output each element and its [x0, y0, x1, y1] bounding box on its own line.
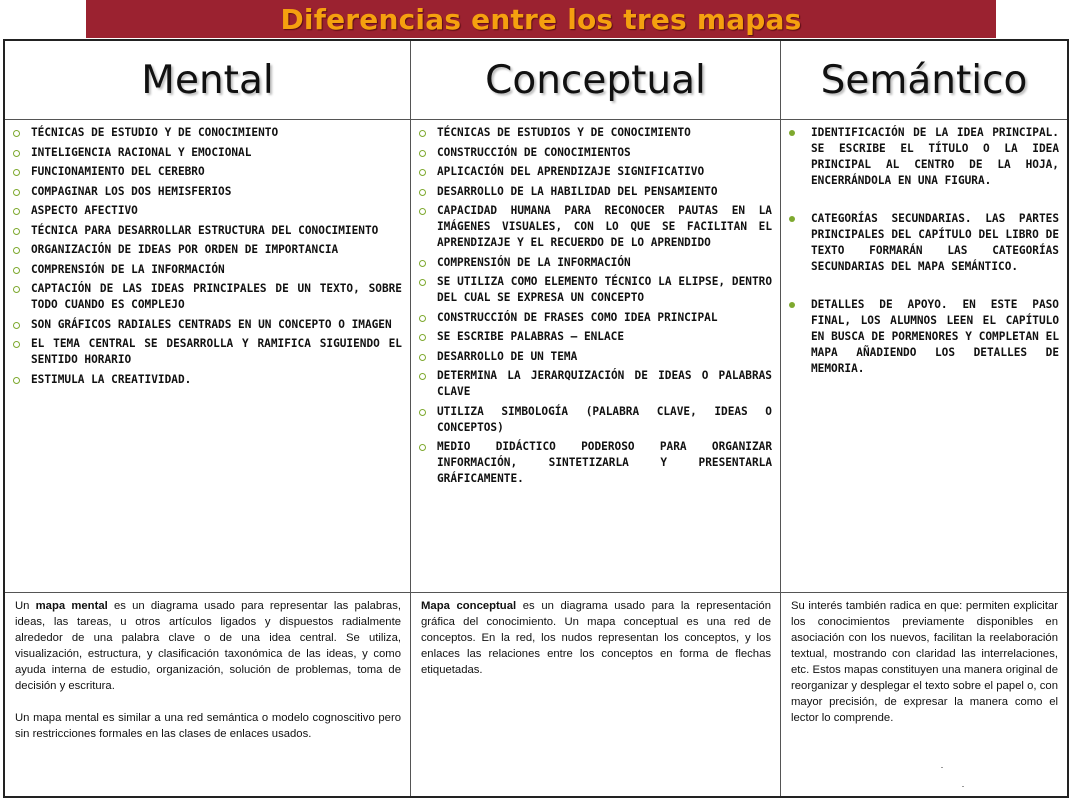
semantico-description-cell — [781, 593, 1067, 796]
ring-bullet-icon — [13, 169, 20, 176]
list-item: APLICACIÓN DEL APRENDIZAJE SIGNIFICATIVO — [419, 164, 772, 180]
ring-bullet-icon — [13, 130, 20, 137]
ring-bullet-icon — [13, 189, 20, 196]
ring-bullet-icon — [13, 228, 20, 235]
list-item: CONSTRUCCIÓN DE CONOCIMIENTOS — [419, 145, 772, 161]
list-item: CAPACIDAD HUMANA PARA RECONOCER PAUTAS EN LA IMÁGENES VISUALES, CON LO QUE SE FACILITAN EL APRENDIZAJE Y EL RECUERDO DE LO APRENDIDO — [419, 203, 772, 251]
conceptual-description-p1: Mapa conceptual es un diagrama usado para la representación gráfica del conocimiento. Un mapa conceptual es una red de conceptos. En la red, los nudos representan los conceptos, y los enlaces las relaciones entre los conceptos en forma de flechas etiquetadas. — [421, 600, 771, 676]
mental-description-p1: Un mapa mental es un diagrama usado para representar las palabras, ideas, las tareas, u otros artículos ligados y dispuestos radialmente alrededor de una palabra clave o de una idea central. Se utiliza, visualización, estructura, y clasificación taxonómica de las ideas, y como ayuda interna de estudio, organización, solución de problemas, toma de decisión y escritura. — [15, 600, 401, 692]
list-item: ASPECTO AFECTIVO — [13, 203, 402, 219]
list-item: TÉCNICA PARA DESARROLLAR ESTRUCTURA DEL CONOCIMIENTO — [13, 223, 402, 239]
ring-bullet-icon — [419, 150, 426, 157]
dot-bullet-icon — [789, 216, 795, 222]
dot-bullet-icon — [789, 302, 795, 308]
list-item: DESARROLLO DE UN TEMA — [419, 349, 772, 365]
list-item: MEDIO DIDÁCTICO PODEROSO PARA ORGANIZAR INFORMACIÓN, SINTETIZARLA Y PRESENTARLA GRÁFICAMENTE. — [419, 439, 772, 487]
title-band — [86, 0, 996, 38]
semantico-description-p1: Su interés también radica en que: permiten explicitar los conocimientos previamente disponibles en asociación con los nuevos, facilitan la reelaboración textual, mostrando con claridad las interrelaciones, etc. Estos mapas constituyen una manera original de reorganizar y desplegar el texto sobre el papel o, con mayor precisión, de expresar la manera como el lector lo comprende. — [791, 600, 1058, 724]
ring-bullet-icon — [419, 409, 426, 416]
heading-conceptual: Conceptual — [411, 41, 781, 120]
mental-description-cell — [5, 593, 411, 796]
conceptual-description-cell — [411, 593, 781, 796]
dot-bullet-icon — [789, 130, 795, 136]
list-item: TÉCNICAS DE ESTUDIOS Y DE CONOCIMIENTO — [419, 125, 772, 141]
comparison-table — [3, 39, 1069, 798]
ring-bullet-icon — [419, 260, 426, 267]
conceptual-items-cell — [411, 120, 781, 593]
ring-bullet-icon — [13, 267, 20, 274]
conceptual-list — [411, 120, 780, 487]
ring-bullet-icon — [419, 208, 426, 215]
ring-bullet-icon — [419, 354, 426, 361]
ring-bullet-icon — [419, 373, 426, 380]
ring-bullet-icon — [419, 444, 426, 451]
list-item: COMPRENSIÓN DE LA INFORMACIÓN — [13, 262, 402, 278]
ring-bullet-icon — [13, 286, 20, 293]
list-item: INTELIGENCIA RACIONAL Y EMOCIONAL — [13, 145, 402, 161]
list-item: TÉCNICAS DE ESTUDIO Y DE CONOCIMIENTO — [13, 125, 402, 141]
list-item: SE ESCRIBE PALABRAS – ENLACE — [419, 329, 772, 345]
list-item: CAPTACIÓN DE LAS IDEAS PRINCIPALES DE UN TEXTO, SOBRE TODO CUANDO ES COMPLEJO — [13, 281, 402, 313]
mental-list — [5, 120, 410, 388]
ring-bullet-icon — [419, 189, 426, 196]
list-item: EL TEMA CENTRAL SE DESARROLLA Y RAMIFICA SIGUIENDO EL SENTIDO HORARIO — [13, 336, 402, 368]
semantico-items-cell — [781, 120, 1067, 593]
list-item: UTILIZA SIMBOLOGÍA (PALABRA CLAVE, IDEAS O CONCEPTOS) — [419, 404, 772, 436]
ring-bullet-icon — [13, 377, 20, 384]
speck-mark — [941, 767, 943, 768]
mental-description — [5, 593, 410, 742]
list-item: DETERMINA LA JERARQUIZACIÓN DE IDEAS O PALABRAS CLAVE — [419, 368, 772, 400]
list-item: SE UTILIZA COMO ELEMENTO TÉCNICO LA ELIPSE, DENTRO DEL CUAL SE EXPRESA UN CONCEPTO — [419, 274, 772, 306]
ring-bullet-icon — [13, 322, 20, 329]
list-item: ESTIMULA LA CREATIVIDAD. — [13, 372, 402, 388]
list-item: COMPRENSIÓN DE LA INFORMACIÓN — [419, 255, 772, 271]
heading-mental: Mental — [5, 41, 411, 120]
mental-description-p2: Un mapa mental es similar a una red semántica o modelo cognoscitivo pero sin restricciones formales en las clases de enlaces usados. — [15, 712, 401, 740]
ring-bullet-icon — [419, 169, 426, 176]
list-item: COMPAGINAR LOS DOS HEMISFERIOS — [13, 184, 402, 200]
list-item: FUNCIONAMIENTO DEL CEREBRO — [13, 164, 402, 180]
ring-bullet-icon — [419, 279, 426, 286]
ring-bullet-icon — [419, 334, 426, 341]
list-item: ORGANIZACIÓN DE IDEAS POR ORDEN DE IMPORTANCIA — [13, 242, 402, 258]
list-item: SON GRÁFICOS RADIALES CENTRADS EN UN CONCEPTO O IMAGEN — [13, 317, 402, 333]
heading-semantico: Semántico — [781, 41, 1067, 120]
semantico-description — [781, 593, 1067, 726]
semantico-list — [781, 120, 1067, 377]
ring-bullet-icon — [13, 341, 20, 348]
list-item: CONSTRUCCIÓN DE FRASES COMO IDEA PRINCIPAL — [419, 310, 772, 326]
ring-bullet-icon — [13, 208, 20, 215]
list-item: DESARROLLO DE LA HABILIDAD DEL PENSAMIENTO — [419, 184, 772, 200]
speck-mark — [962, 786, 964, 787]
ring-bullet-icon — [419, 315, 426, 322]
conceptual-description — [411, 593, 780, 678]
ring-bullet-icon — [13, 247, 20, 254]
list-item: DETALLES DE APOYO. EN ESTE PASO FINAL, LOS ALUMNOS LEEN EL CAPÍTULO EN BUSCA DE PORMENORES Y COMPLETAN EL MAPA AÑADIENDO LOS DETALLES DE MEMORIA. — [789, 297, 1059, 377]
page-title: Diferencias entre los tres mapas — [280, 2, 802, 36]
list-item: IDENTIFICACIÓN DE LA IDEA PRINCIPAL. SE ESCRIBE EL TÍTULO O LA IDEA PRINCIPAL AL CENTRO DE LA HOJA, ENCERRÁNDOLA EN UNA FIGURA. — [789, 125, 1059, 189]
list-item: CATEGORÍAS SECUNDARIAS. LAS PARTES PRINCIPALES DEL CAPÍTULO DEL LIBRO DE TEXTO FORMARÁN LAS CATEGORÍAS SECUNDARIAS DEL MAPA SEMÁNTICO. — [789, 211, 1059, 275]
ring-bullet-icon — [13, 150, 20, 157]
ring-bullet-icon — [419, 130, 426, 137]
mental-items-cell — [5, 120, 411, 593]
